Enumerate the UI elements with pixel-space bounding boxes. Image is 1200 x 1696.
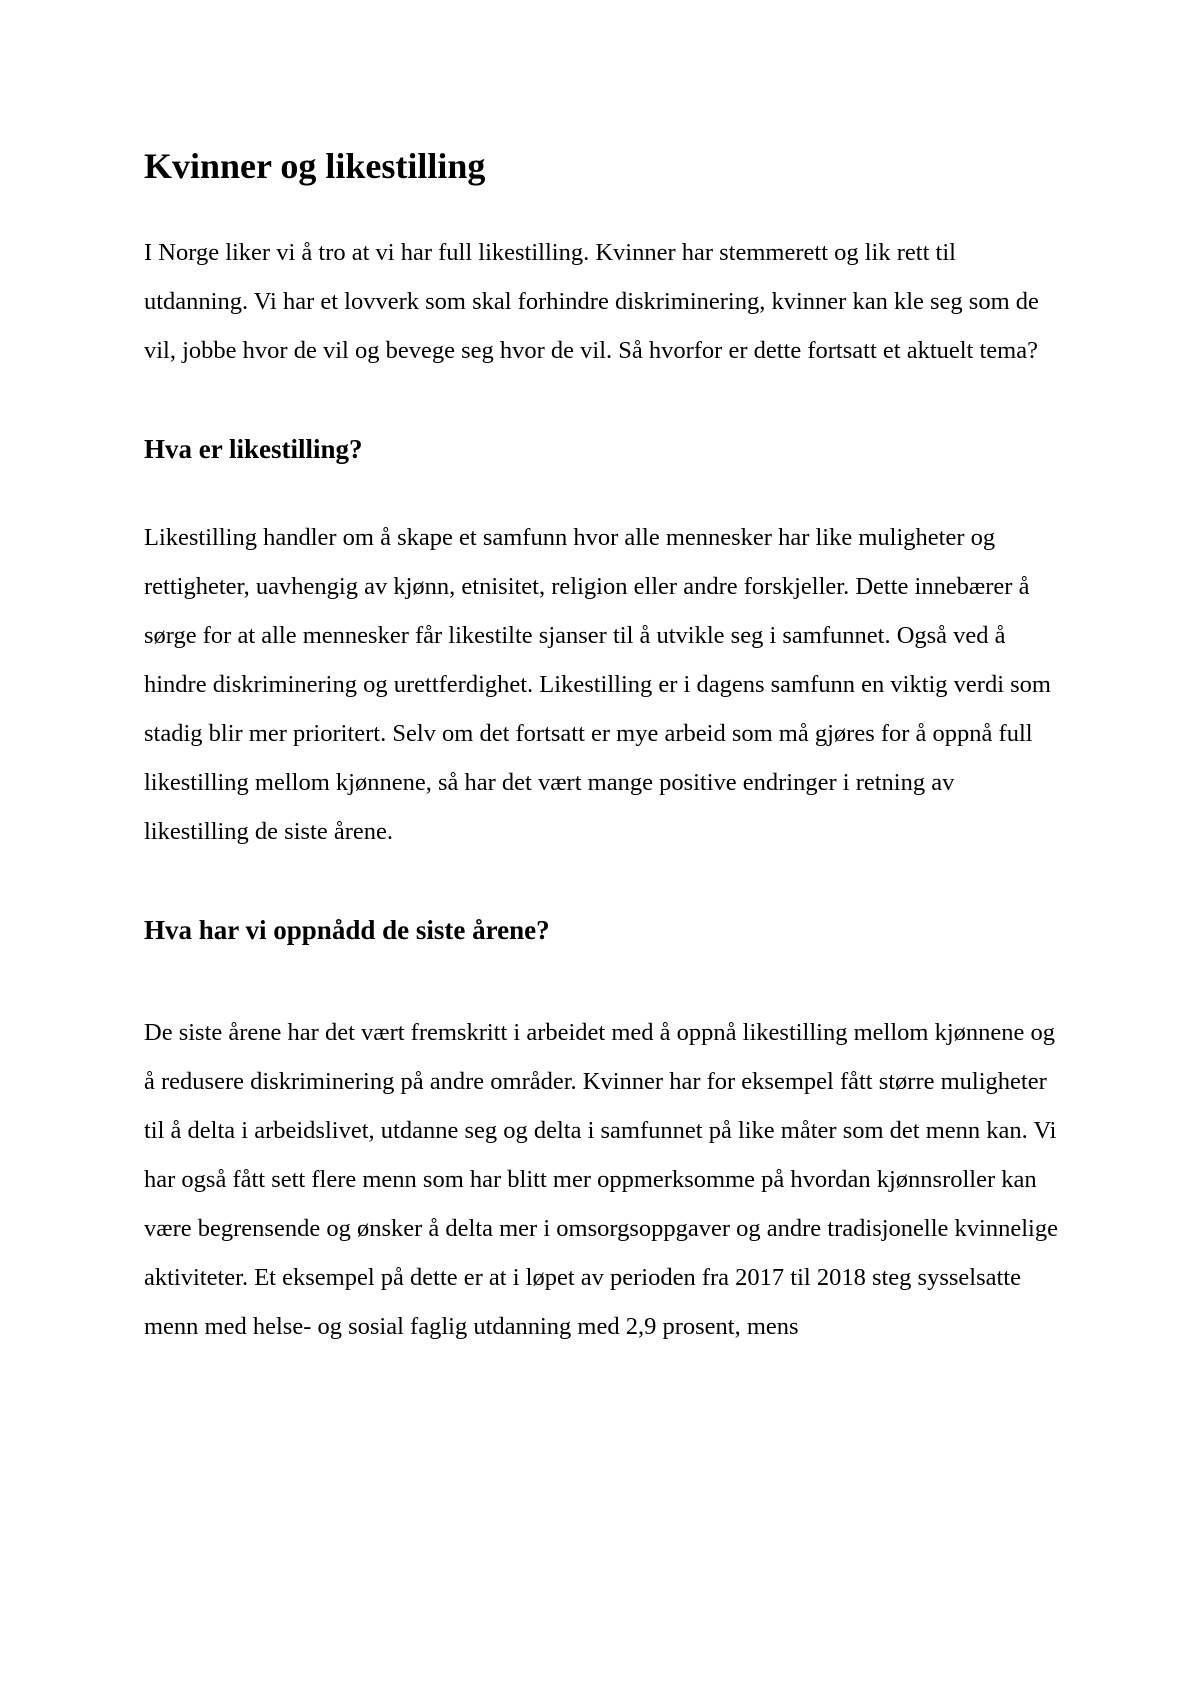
- section-paragraph-what-is-equality: Likestilling handler om å skape et samfunn hvor alle mennesker har like muligheter og rettigheter, uavhengig av kjønn, etnisitet, religion eller andre forskjeller. Dette innebærer å sørge for at alle mennesker får likestilte sjanser til å utvikle seg i samfunnet. Også ved å hindre diskriminering og urettferdighet. Likestilling er i dagens samfunn en viktig verdi som stadig blir mer prioritert. Selv om det fortsatt er mye arbeid som må gjøres for å oppnå full likestilling mellom kjønnene, så har det vært mange positive endringer i retning av likestilling de siste årene.: [144, 524, 1051, 845]
- intro-paragraph: I Norge liker vi å tro at vi har full likestilling. Kvinner har stemmerett og lik rett til utdanning. Vi har et lovverk som skal forhindre diskriminering, kvinner kan kle seg som de vil, jobbe hvor de vil og bevege seg hvor de vil. Så hvorfor er dette fortsatt et aktuelt tema?: [144, 239, 1039, 364]
- section-heading-achievements: Hva har vi oppnådd de siste årene?: [144, 915, 550, 945]
- document-body: [144, 140, 1064, 1351]
- section-heading-what-is-equality: Hva er likestilling?: [144, 434, 363, 464]
- section-paragraph-achievements: De siste årene har det vært fremskritt i arbeidet med å oppnå likestilling mellom kjønnene og å redusere diskriminering på andre områder. Kvinner har for eksempel fått større muligheter til å delta i arbeidslivet, utdanne seg og delta i samfunnet på like måter som det menn kan. Vi har også fått sett flere menn som har blitt mer oppmerksomme på hvordan kjønnsroller kan være begrensende og ønsker å delta mer i omsorgsoppgaver og andre tradisjonelle kvinnelige aktiviteter. Et eksempel på dette er at i løpet av perioden fra 2017 til 2018 steg sysselsatte menn med helse- og sosial faglig utdanning med 2,9 prosent, mens: [144, 1019, 1058, 1340]
- document-title: Kvinner og likestilling: [144, 146, 486, 186]
